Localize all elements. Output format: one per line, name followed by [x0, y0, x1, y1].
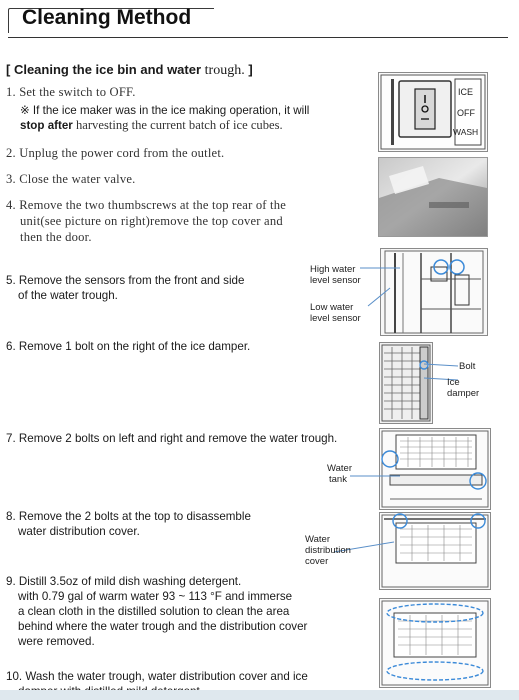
switch-label-ice: ICE: [458, 87, 474, 97]
high-water-label-b: level sensor: [310, 275, 361, 286]
step-1-note-rest: harvesting the current batch of ice cubes.: [72, 118, 283, 132]
switch-label-off: OFF: [457, 108, 475, 118]
step-8-line-a: 8. Remove the 2 bolts at the top to disassemble: [6, 510, 251, 523]
page-title: Cleaning Method: [22, 6, 192, 29]
section-heading: [6, 62, 253, 79]
step-1-note-line-a: ※ If the ice maker was in the ice making operation, it will: [20, 104, 310, 117]
step-5-line-b: of the water trough.: [18, 289, 118, 302]
distribution-cover-label: [305, 534, 351, 567]
step-8: [6, 509, 336, 539]
step-9-line-c: a clean cloth in the distilled solution to clean the area: [18, 605, 290, 618]
water-trough-figure: [379, 428, 491, 510]
distribution-cover-label-c: cover: [305, 556, 329, 567]
step-6: 6. Remove 1 bolt on the right of the ice damper.: [6, 340, 251, 353]
step-9-line-b: with 0.79 gal of warm water 93 ~ 113 °F and immerse: [18, 590, 293, 603]
tank-leader-line: [350, 472, 400, 482]
step-3: 3. Close the water valve.: [6, 172, 136, 186]
clean-area-drawing: [380, 599, 490, 687]
section-heading-suffix: ]: [244, 62, 253, 77]
water-tank-label: [327, 463, 352, 485]
low-water-label-a: Low water: [310, 302, 354, 313]
bottom-band: [0, 690, 519, 700]
page-header: [0, 0, 519, 48]
step-5: [6, 273, 336, 303]
high-water-label-a: High water: [310, 264, 356, 275]
step-4-line-b: unit(see picture on right)remove the top cover and: [20, 214, 283, 228]
step-8-line-b: water distribution cover.: [18, 525, 140, 538]
ice-damper-label: [447, 377, 479, 399]
water-trough-drawing: [380, 429, 490, 509]
step-4-line-c: then the door.: [20, 230, 92, 244]
step-7: 7. Remove 2 bolts on left and right and remove the water trough.: [6, 432, 338, 445]
low-water-label-b: level sensor: [310, 313, 361, 324]
step-1-note-line-b: [20, 118, 350, 133]
step-4: [6, 197, 336, 245]
step-10-line-a: 10. Wash the water trough, water distribution cover and ice: [6, 670, 308, 683]
clean-area-figure: [379, 598, 491, 688]
step-9-line-a: 9. Distill 3.5oz of mild dish washing detergent.: [6, 575, 242, 588]
title-rule: [8, 37, 508, 38]
step-1-note-bold: stop after: [20, 119, 73, 132]
ice-damper-label-a: Ice: [447, 377, 460, 388]
distribution-cover-label-b: distribution: [305, 545, 351, 556]
bolt-label: Bolt: [459, 361, 476, 372]
top-rear-drawing: [379, 158, 487, 236]
switch-panel-figure: [378, 72, 488, 152]
water-tank-label-a: Water: [327, 463, 352, 474]
distribution-cover-drawing: [380, 513, 490, 589]
water-tank-label-b: tank: [329, 474, 347, 485]
high-water-label: [310, 264, 361, 286]
step-1: 1. Set the switch to OFF.: [6, 85, 136, 99]
step-9: [6, 574, 346, 649]
section-heading-serif: trough.: [204, 63, 245, 78]
top-rear-photo: [378, 157, 488, 237]
sensor-leader-lines: [360, 262, 400, 312]
step-2: 2. Unplug the power cord from the outlet.: [6, 146, 225, 160]
low-water-label: [310, 302, 361, 324]
ice-damper-label-b: damper: [447, 388, 480, 399]
distribution-cover-figure: [379, 512, 491, 590]
step-9-line-d: behind where the water trough and the distribution cover: [18, 620, 308, 633]
step-1-note: [20, 104, 350, 133]
switch-label-wash: WASH: [453, 127, 479, 137]
distribution-cover-label-a: Water: [305, 534, 330, 545]
section-heading-prefix: [ Cleaning the ice bin and water: [6, 62, 205, 77]
step-5-line-a: 5. Remove the sensors from the front and side: [6, 274, 245, 287]
step-9-line-e: were removed.: [18, 635, 95, 648]
step-4-line-a: 4. Remove the two thumbscrews at the top rear of the: [6, 198, 287, 212]
